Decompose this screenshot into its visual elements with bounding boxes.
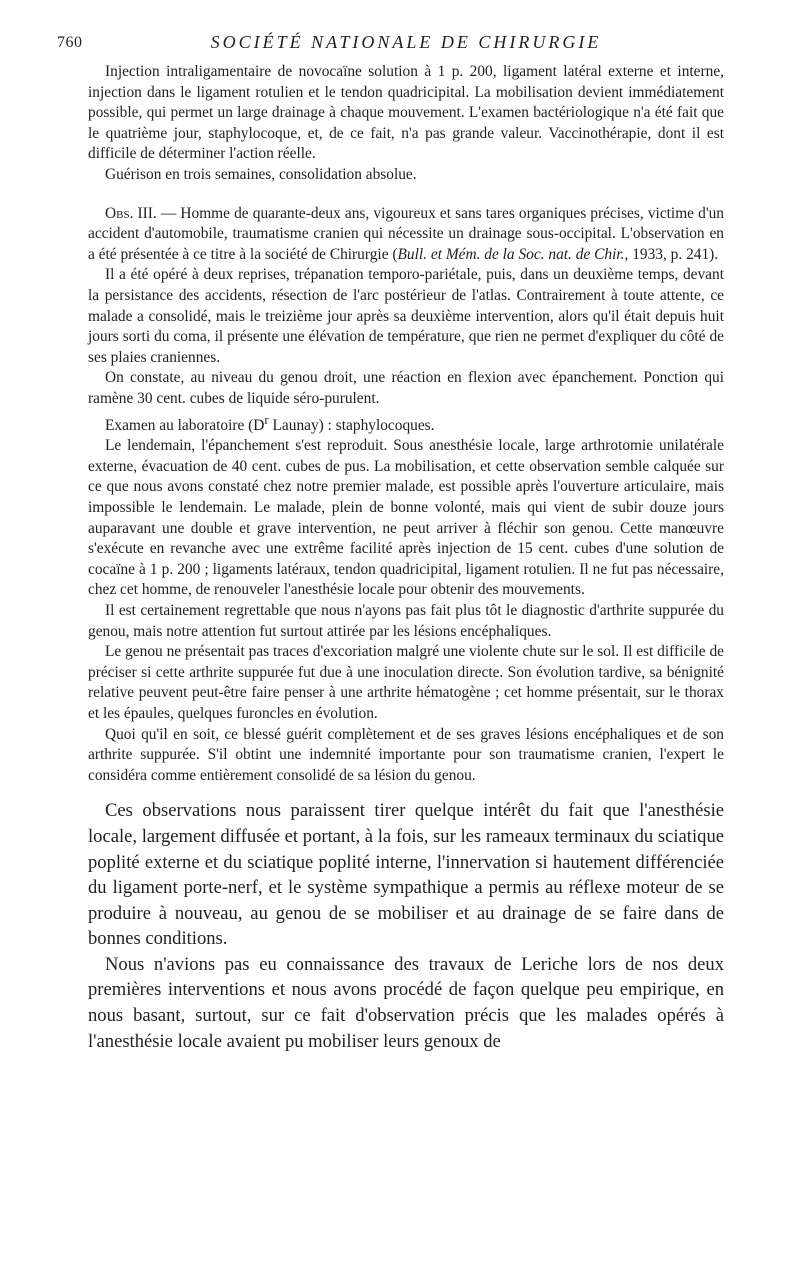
superscript: r: [264, 412, 269, 427]
lab-exam-paragraph: [88, 410, 724, 437]
paragraph: Le genou ne présentait pas traces d'excoriation malgré une violente chute sur le sol. Il est difficile de préciser si cette arthrite suppurée fut due à une inoculation directe. Son évolution tardive, sa bénignité relative peuvent peut-être faire penser à une arthrite hématogène ; cet homme présentait, sur le thorax et les épaules, quelques furoncles en évolution.: [88, 643, 724, 722]
paragraph: Nous n'avions pas eu connaissance des travaux de Leriche lors de nos deux premières interventions et nous avons procédé de façon quelque peu empirique, en nous basant, surtout, sur ce fait d'observation précis que les malades opérés à l'anesthésie locale avaient pu mobiliser leurs genoux de: [88, 953, 724, 1052]
paragraph: On constate, au niveau du genou droit, une réaction en flexion avec épanchement. Ponction qui ramène 30 cent. cubes de liquide séro-purulent.: [88, 369, 724, 407]
lab-exam-end: Launay) : staphylocoques.: [268, 416, 435, 434]
case-observations: [88, 62, 724, 786]
running-head: [57, 30, 724, 62]
page-number: 760: [57, 34, 83, 51]
paragraph: Ces observations nous paraissent tirer quelque intérêt du fait que l'anesthésie locale, largement diffusée et portant, à la fois, sur les rameaux terminaux du sciatique poplité externe et du sciatique poplité interne, l'innervation si hautement différenciée du ligament porte-nerf, et le système sympathique a permis au réflexe moteur de se produire à nouveau, au genou de se mobiliser et au drainage de se faire dans de bonnes conditions.: [88, 800, 724, 950]
observation-heading-paragraph: [88, 204, 724, 266]
page: [57, 30, 724, 1054]
citation-end: , 1933, p. 241).: [624, 245, 719, 263]
paragraph: Il est certainement regrettable que nous n'ayons pas fait plus tôt le diagnostic d'arthrite suppurée du genou, mais notre attention fut surtout attirée par les lésions encéphaliques.: [88, 601, 724, 640]
running-title: SOCIÉTÉ NATIONALE DE CHIRURGIE: [210, 32, 602, 52]
discussion: [88, 798, 724, 1054]
paragraph: Quoi qu'il en soit, ce blessé guérit complètement et de ses graves lésions encéphaliques et de son arthrite suppurée. S'il obtint une indemnité importante pour son traumatisme cranien, l'expert le considéra comme entièrement consolidé de sa lésion du genou.: [88, 725, 724, 784]
paragraph: Guérison en trois semaines, consolidation absolue.: [105, 165, 417, 183]
observation-label: Obs. III.: [105, 204, 157, 222]
observation-text: — Homme de quarante-deux ans, vigoureux et sans tares organiques précises, victime d'un accident d'automobile, traumatisme cranien qui nécessite un drainage sous-occipital. L'observation en a été présentée à ce titre à la société de Chirurgie (: [88, 204, 724, 263]
paragraph: Le lendemain, l'épanchement s'est reproduit. Sous anesthésie locale, large arthrotomie unilatérale externe, évacuation de 40 cent. cubes de pus. La mobilisation, et cette observation semble calquée sur ce que nous avons constaté chez notre premier malade, est possible après l'ouverture articulaire, mais impossible le lendemain. Le malade, plein de bonne volonté, mais qui vient de subir douze jours auparavant une double et grave intervention, ne peut arriver à fléchir son genou. Cette manœuvre s'exécute en revanche avec une extrême facilité après injection de 15 cent. cubes d'une solution de cocaïne à 1 p. 200 ; ligaments latéraux, tendon quadricipital, ligament rotulien. Il ne fut pas nécessaire, chez cet homme, de renouveler l'anesthésie locale pour obtenir des mouvements.: [88, 437, 724, 599]
paragraph: Il a été opéré à deux reprises, trépanation temporo-pariétale, puis, dans un deuxième temps, devant la persistance des accidents, résection de l'arc postérieur de l'atlas. Contrairement à toute attente, ce malade a consolidé, mais le treizième jour après sa deuxième intervention, alors qu'il était depuis huit jours sorti du coma, il présente une élévation de température, que rien ne permet d'expliquer du côté de ses plaies craniennes.: [88, 266, 724, 366]
lab-exam-start: Examen au laboratoire (D: [105, 416, 265, 434]
citation: Bull. et Mém. de la Soc. nat. de Chir.: [397, 245, 625, 263]
paragraph: Injection intraligamentaire de novocaïne solution à 1 p. 200, ligament latéral externe et interne, injection dans le ligament rotulien et le tendon quadricipital. La mobilisation devient immédiatement possible, qui permet un large drainage à chaque mouvement. L'examen bactériologique n'a été fait que le quatrième jour, staphylocoque, et, de ce fait, n'a pas grande valeur. Vaccinothérapie, dont il est difficile de déterminer l'action réelle.: [88, 63, 724, 163]
